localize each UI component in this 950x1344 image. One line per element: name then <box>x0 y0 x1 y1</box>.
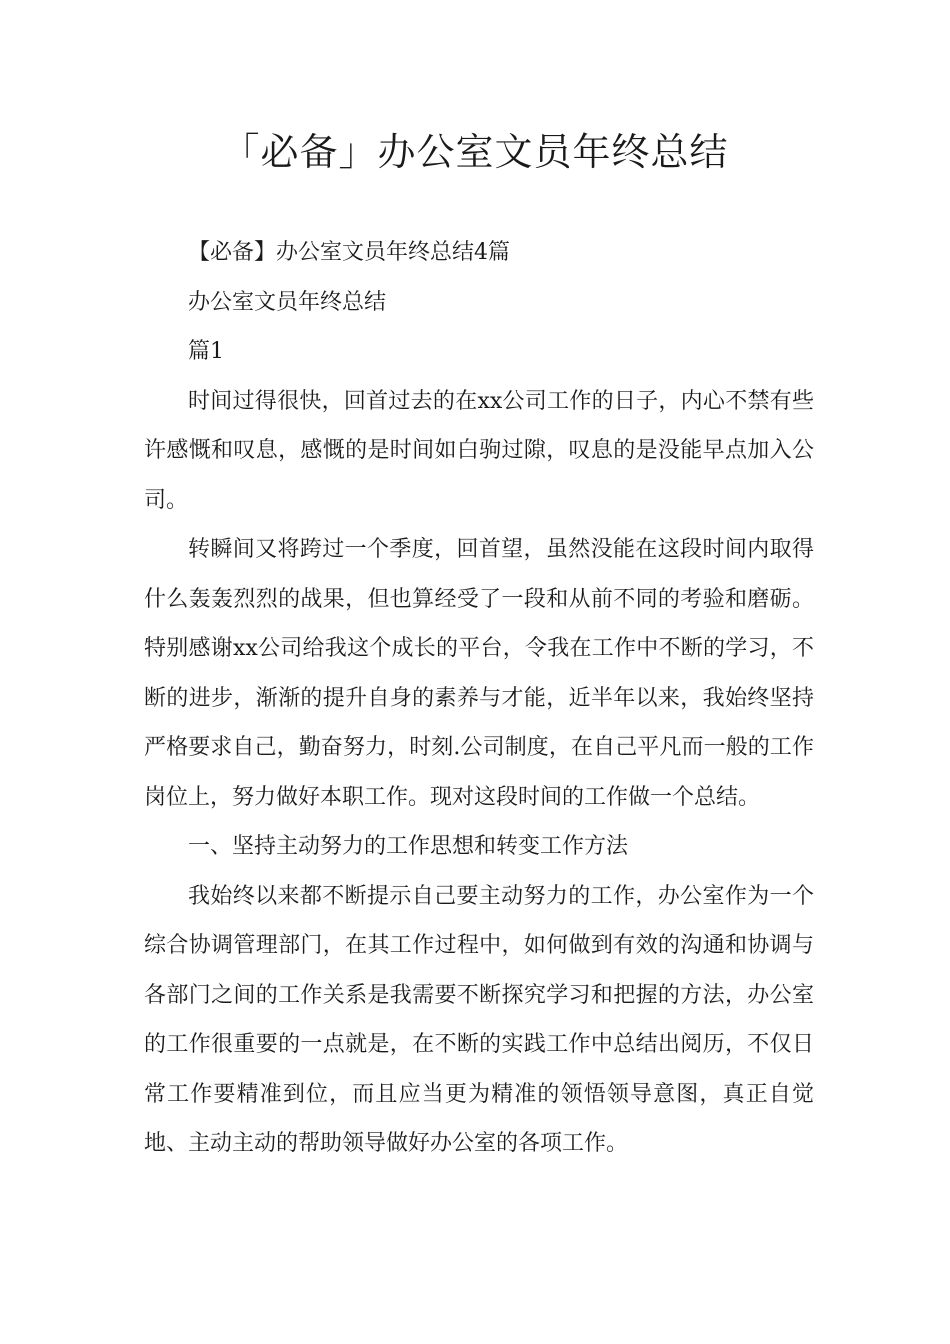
paragraph-heading: 【必备】办公室文员年终总结4篇 <box>188 240 510 265</box>
paragraph-intro: 时间过得很快，回首过去的在xx公司工作的日子，内心不禁有些许感慨和叹息，感慨的是时间如白驹过隙，叹息的是没能早点加入公司。 <box>144 388 814 513</box>
paragraph-review: 转瞬间又将跨过一个季度，回首望，虽然没能在这段时间内取得什么轰轰烈烈的战果，但也算经受了一段和从前不同的考验和磨砺。特别感谢xx公司给我这个成长的平台，令我在工作中不断的学习，不断的进步，渐渐的提升自身的素养与才能，近半年以来，我始终坚持严格要求自己，勤奋努力，时刻.公司制度，在自己平凡而一般的工作岗位上，努力做好本职工作。现对这段时间的工作做一个总结。 <box>144 537 814 810</box>
paragraph-section-heading: 一、坚持主动努力的工作思想和转变工作方法 <box>188 834 629 859</box>
document-title: 「必备」办公室文员年终总结 <box>221 130 729 174</box>
paragraph-subtitle: 办公室文员年终总结 <box>188 289 387 315</box>
paragraph-section-number: 篇1 <box>188 339 224 364</box>
document-body <box>144 228 814 1169</box>
paragraph-method: 我始终以来都不断提示自己要主动努力的工作，办公室作为一个综合协调管理部门，在其工作过程中，如何做到有效的沟通和协调与各部门之间的工作关系是我需要不断探究学习和把握的方法，办公室的工作很重要的一点就是，在不断的实践工作中总结出阅历，不仅日常工作要精准到位，而且应当更为精准的领悟领导意图，真正自觉地、主动主动的帮助领导做好办公室的各项工作。 <box>144 883 814 1156</box>
